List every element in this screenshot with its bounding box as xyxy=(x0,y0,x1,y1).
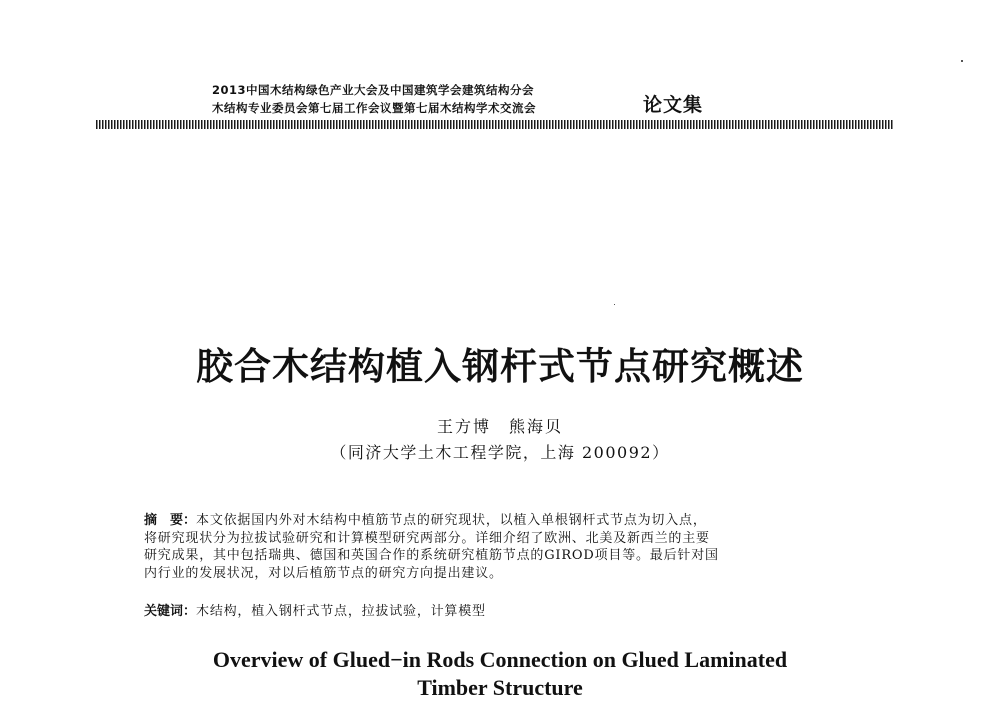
scan-speck xyxy=(961,60,963,62)
header-divider xyxy=(96,120,894,129)
abstract-line: 内行业的发展状况，对以后植筋节点的研究方向提出建议。 xyxy=(144,565,503,581)
proceedings-label: 论文集 xyxy=(643,94,704,116)
paper-title-english-line: Overview of Glued−in Rods Connection on Glued Laminated xyxy=(212,647,788,672)
scan-speck xyxy=(614,304,615,305)
keywords-label: 关键词： xyxy=(144,604,197,619)
keywords xyxy=(144,600,486,619)
abstract-label: 摘 要： xyxy=(144,513,197,528)
paper-title-english xyxy=(0,646,1000,702)
keywords-text: 木结构，植入钢杆式节点，拉拔试验，计算模型 xyxy=(196,604,486,619)
abstract-line xyxy=(144,512,856,530)
proceedings-header-line-2: 木结构专业委员会第七届工作会议暨第七届木结构学术交流会 xyxy=(212,101,536,115)
abstract xyxy=(144,512,856,582)
abstract-line: 研究成果，其中包括瑞典、德国和英国合作的系统研究植筋节点的GIROD项目等。最后针对国 xyxy=(144,548,719,563)
paper-title-english-line: Timber Structure xyxy=(417,675,583,700)
proceedings-header-line-1: 2013中国木结构绿色产业大会及中国建筑学会建筑结构分会 xyxy=(212,83,535,97)
abstract-text: 本文依据国内外对木结构中植筋节点的研究现状，以植入单根钢杆式节点为切入点， xyxy=(196,513,707,528)
paper-affiliation: （同济大学土木工程学院，上海 200092） xyxy=(330,443,670,462)
paper-title-chinese: 胶合木结构植入钢杆式节点研究概述 xyxy=(196,344,804,388)
abstract-line: 将研究现状分为拉拔试验研究和计算模型研究两部分。详细介绍了欧洲、北美及新西兰的主要 xyxy=(144,530,710,546)
paper-authors: 王方博 熊海贝 xyxy=(436,417,563,436)
